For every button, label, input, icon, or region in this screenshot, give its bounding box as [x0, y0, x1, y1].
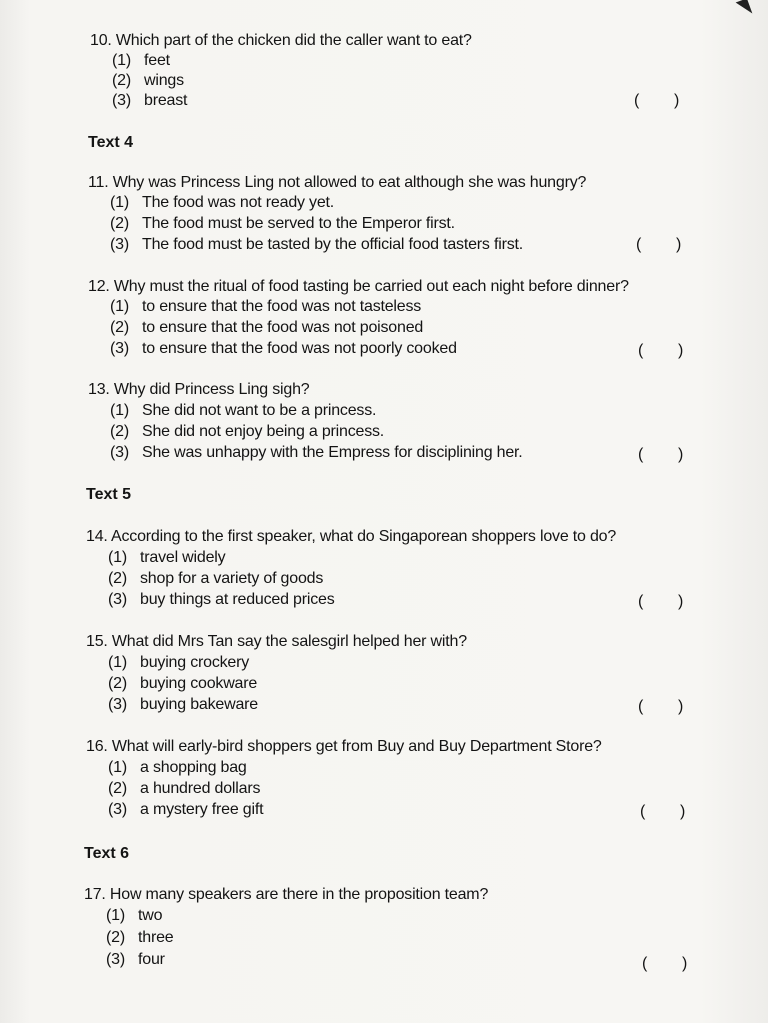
question-stem: 12. Why must the ritual of food tasting be carried out each night before dinner? [88, 278, 629, 295]
section-heading-text-4: Text 4 [88, 134, 134, 151]
question-stem: 17. How many speakers are there in the proposition team? [84, 886, 489, 903]
option-1: (1) to ensure that the food was not tasteless [110, 298, 422, 315]
option-3: (3) four [106, 951, 165, 968]
option-2: (2) three [106, 929, 174, 946]
page-corner-mark [736, 0, 753, 18]
option-2: (2) She did not enjoy being a princess. [110, 423, 385, 440]
section-heading-text-6: Text 6 [84, 845, 130, 862]
option-3: (3) She was unhappy with the Empress for disciplining her. [110, 444, 523, 461]
option-2: (2) buying cookware [108, 675, 258, 692]
option-1: (1) travel widely [108, 549, 226, 566]
question-stem: 16. What will early-bird shoppers get from Buy and Buy Department Store? [86, 738, 602, 755]
option-1: (1) two [106, 907, 163, 924]
option-1: (1) She did not want to be a princess. [110, 402, 377, 419]
option-2: (2) shop for a variety of goods [108, 570, 324, 587]
question-stem: 13. Why did Princess Ling sigh? [88, 381, 310, 398]
option-2: (2) The food must be served to the Emperor first. [110, 215, 455, 232]
question-stem: 14. According to the first speaker, what do Singaporean shoppers love to do? [86, 528, 617, 545]
question-stem: 15. What did Mrs Tan say the salesgirl helped her with? [86, 633, 467, 650]
question-stem: 11. Why was Princess Ling not allowed to eat although she was hungry? [88, 174, 587, 191]
option-2: (2) a hundred dollars [108, 780, 261, 797]
option-3: (3) The food must be tasted by the official food tasters first. [110, 236, 523, 253]
option-3: (3) buy things at reduced prices [108, 591, 335, 608]
worksheet-page: 10. Which part of the chicken did the caller want to eat? (1) feet (2) wings (3) breast ( ) Text 4 11. Why was Princess Ling not allowed to eat although she was hungry? (1) The food was not ready yet. (2) The food must be served to the Emperor first. (3) The food must be tasted by the official food tasters first. ( ) 12. Why must the ritual of food tasting be carried out each night before dinner? (1) to ensure that the food was not tasteless (2) to ensure that the food was not poisoned (3) to ensure that the food was not poorly cooked ( ) 13. Why did Princess Ling sigh? (1) She did not want to be a princess. (2) She did not enjoy being a princess. (3) She was unhappy with the Empress for disciplining her. ( ) Text 5 14. According to the first speaker, what do Singaporean shoppers love to do? (1) travel widely (2) shop for a variety of goods (3) buy things at reduced prices ( ) 15. What did Mrs Tan say the salesgirl helped her with? (1) buying crockery (2) buying cookware (3) buying bakeware ( ) 16. What will early-bird shoppers get from Buy and Buy Department Store? (1) a shopping bag (2) a hundred dollars (3) a mystery free gift ( ) Text 6 17. How many speakers are there in the proposition team? (1) two (2) three (3) four ( ) [0, 0, 768, 1023]
option-3: (3) to ensure that the food was not poorly cooked [110, 340, 457, 357]
option-1: (1) The food was not ready yet. [110, 194, 335, 211]
option-3: (3) a mystery free gift [108, 801, 264, 818]
option-1: (1) buying crockery [108, 654, 250, 671]
option-3: (3) breast [112, 92, 188, 109]
option-1: (1) a shopping bag [108, 759, 247, 776]
question-stem: 10. Which part of the chicken did the caller want to eat? [90, 32, 472, 49]
option-1: (1) feet [112, 52, 170, 69]
option-3: (3) buying bakeware [108, 696, 258, 713]
option-2: (2) wings [112, 72, 184, 89]
section-heading-text-5: Text 5 [86, 486, 132, 503]
option-2: (2) to ensure that the food was not poisoned [110, 319, 424, 336]
